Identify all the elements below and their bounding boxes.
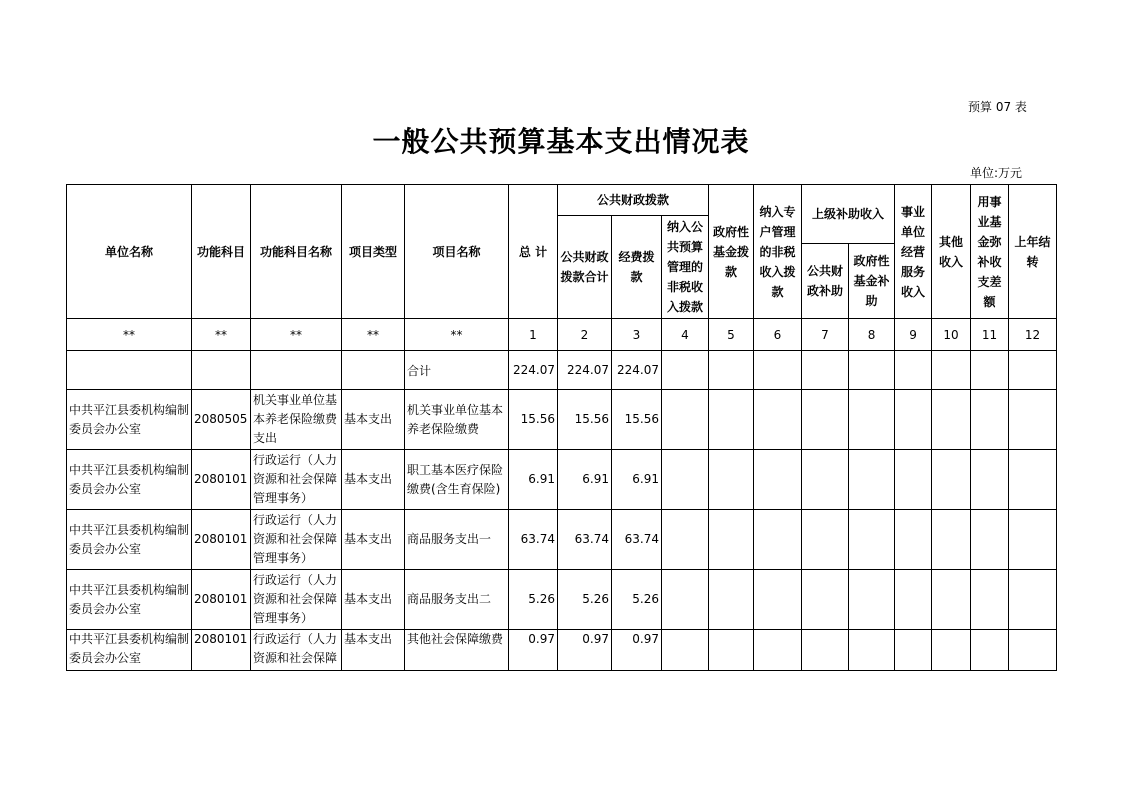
table-code: 预算 07 表 bbox=[968, 100, 1027, 114]
cell-total: 15.56 bbox=[509, 390, 558, 450]
index-cell: 6 bbox=[754, 319, 802, 351]
index-cell: 3 bbox=[612, 319, 662, 351]
index-cell: ** bbox=[192, 319, 251, 351]
cell-unit: 中共平江县委机构编制委员会办公室 bbox=[67, 570, 192, 630]
header-total: 总 计 bbox=[509, 185, 558, 319]
header-func-name: 功能科目名称 bbox=[251, 185, 342, 319]
cell-unit: 中共平江县委机构编制委员会办公室 bbox=[67, 510, 192, 570]
cell-pf-fee: 63.74 bbox=[612, 510, 662, 570]
header-item-type: 项目类型 bbox=[342, 185, 405, 319]
cell-func: 行政运行（人力资源和社会保障 bbox=[251, 630, 342, 671]
header-biz-income: 事业单位经营服务收入 bbox=[895, 185, 932, 319]
cell-unit: 中共平江县委机构编制委员会办公室 bbox=[67, 450, 192, 510]
cell-func: 行政运行（人力资源和社会保障管理事务） bbox=[251, 510, 342, 570]
cell-code: 2080101 bbox=[192, 450, 251, 510]
index-cell: ** bbox=[405, 319, 509, 351]
index-cell: ** bbox=[251, 319, 342, 351]
sum-label: 合计 bbox=[405, 351, 509, 390]
index-cell: 10 bbox=[932, 319, 971, 351]
unit-label: 单位:万元 bbox=[970, 166, 1023, 180]
cell-name: 商品服务支出二 bbox=[405, 570, 509, 630]
cell-pf-fee: 6.91 bbox=[612, 450, 662, 510]
index-cell: ** bbox=[342, 319, 405, 351]
cell-pf-fee: 0.97 bbox=[612, 630, 662, 671]
header-unit-name: 单位名称 bbox=[67, 185, 192, 319]
cell-code: 2080101 bbox=[192, 570, 251, 630]
cell-pf-total: 5.26 bbox=[558, 570, 612, 630]
cell-func: 机关事业单位基本养老保险缴费支出 bbox=[251, 390, 342, 450]
header-sup-public: 公共财政补助 bbox=[802, 244, 849, 319]
header-gov-fund: 政府性基金拨款 bbox=[709, 185, 754, 319]
sum-pf-fee: 224.07 bbox=[612, 351, 662, 390]
index-cell: 12 bbox=[1009, 319, 1057, 351]
cell-pf-fee: 5.26 bbox=[612, 570, 662, 630]
index-cell: 4 bbox=[662, 319, 709, 351]
cell-func: 行政运行（人力资源和社会保障管理事务） bbox=[251, 450, 342, 510]
index-cell: 5 bbox=[709, 319, 754, 351]
sum-pf-total: 224.07 bbox=[558, 351, 612, 390]
table-row bbox=[67, 450, 1057, 510]
header-superior: 上级补助收入 bbox=[802, 185, 895, 244]
cell-code: 2080101 bbox=[192, 630, 251, 671]
header-sup-gov: 政府性基金补助 bbox=[849, 244, 895, 319]
cell-pf-total: 63.74 bbox=[558, 510, 612, 570]
header-carryover: 上年结转 bbox=[1009, 185, 1057, 319]
index-cell: ** bbox=[67, 319, 192, 351]
cell-type: 基本支出 bbox=[342, 570, 405, 630]
index-cell: 11 bbox=[971, 319, 1009, 351]
index-cell: 2 bbox=[558, 319, 612, 351]
cell-unit: 中共平江县委机构编制委员会办公室 bbox=[67, 390, 192, 450]
cell-code: 2080101 bbox=[192, 510, 251, 570]
header-biz-fund: 用事业基金弥补收支差额 bbox=[971, 185, 1009, 319]
sum-total: 224.07 bbox=[509, 351, 558, 390]
budget-table bbox=[66, 184, 1057, 671]
header-pf-fee: 经费拨款 bbox=[612, 216, 662, 319]
cell-func: 行政运行（人力资源和社会保障管理事务） bbox=[251, 570, 342, 630]
page-title: 一般公共预算基本支出情况表 bbox=[372, 125, 750, 158]
index-cell: 7 bbox=[802, 319, 849, 351]
cell-total: 63.74 bbox=[509, 510, 558, 570]
table-row bbox=[67, 630, 1057, 671]
index-cell: 1 bbox=[509, 319, 558, 351]
cell-type: 基本支出 bbox=[342, 450, 405, 510]
index-cell: 8 bbox=[849, 319, 895, 351]
cell-code: 2080505 bbox=[192, 390, 251, 450]
sum-row bbox=[67, 351, 1057, 390]
cell-pf-fee: 15.56 bbox=[612, 390, 662, 450]
cell-pf-total: 15.56 bbox=[558, 390, 612, 450]
cell-type: 基本支出 bbox=[342, 390, 405, 450]
table-row bbox=[67, 510, 1057, 570]
cell-name: 机关事业单位基本养老保险缴费 bbox=[405, 390, 509, 450]
cell-name: 职工基本医疗保险缴费(含生育保险) bbox=[405, 450, 509, 510]
cell-unit: 中共平江县委机构编制委员会办公室 bbox=[67, 630, 192, 671]
table-row bbox=[67, 390, 1057, 450]
header-func-code: 功能科目 bbox=[192, 185, 251, 319]
header-item-name: 项目名称 bbox=[405, 185, 509, 319]
cell-name: 商品服务支出一 bbox=[405, 510, 509, 570]
cell-total: 6.91 bbox=[509, 450, 558, 510]
cell-name: 其他社会保障缴费 bbox=[405, 630, 509, 671]
cell-total: 0.97 bbox=[509, 630, 558, 671]
cell-type: 基本支出 bbox=[342, 630, 405, 671]
header-other-income: 其他收入 bbox=[932, 185, 971, 319]
index-cell: 9 bbox=[895, 319, 932, 351]
cell-pf-total: 0.97 bbox=[558, 630, 612, 671]
table-row bbox=[67, 570, 1057, 630]
cell-total: 5.26 bbox=[509, 570, 558, 630]
header-public-finance: 公共财政拨款 bbox=[558, 185, 709, 216]
cell-pf-total: 6.91 bbox=[558, 450, 612, 510]
header-special-nontax: 纳入专户管理的非税收入拨款 bbox=[754, 185, 802, 319]
cell-type: 基本支出 bbox=[342, 510, 405, 570]
header-pf-total: 公共财政拨款合计 bbox=[558, 216, 612, 319]
header-pf-nontax: 纳入公共预算管理的非税收入拨款 bbox=[662, 216, 709, 319]
index-row bbox=[67, 319, 1057, 351]
